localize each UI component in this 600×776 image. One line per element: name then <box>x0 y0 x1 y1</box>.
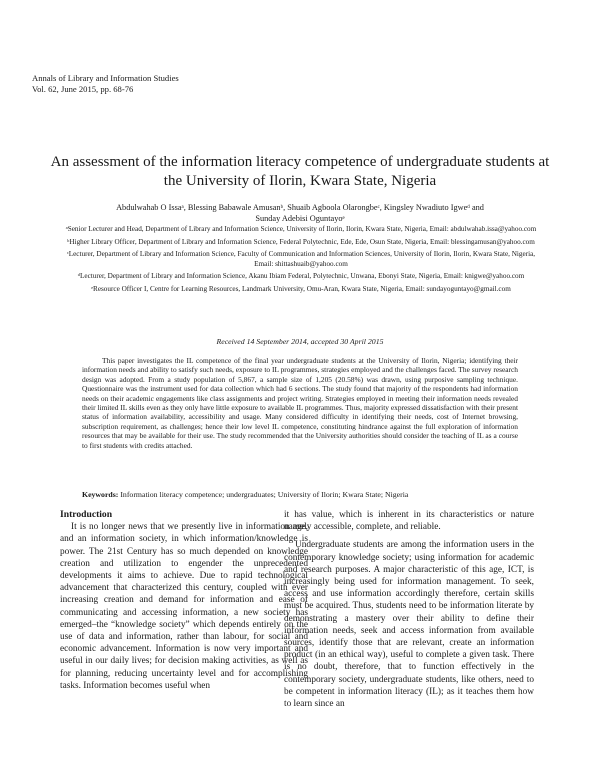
affiliation-c: ᶜLecturer, Department of Library and Information Science, Faculty of Communication and Information Sciences, University of Ilorin, Ilorin, Kwara State, Nigeria, Email: shittashuaib@yahoo.com <box>66 250 536 268</box>
abstract: This paper investigates the IL competence of the final year undergraduate students at the University of Ilorin, Nigeria; identifying their information needs and ability to satisfy such needs, exposure to IL programmes, strategies employed and the challenges faced. The survey research design was adopted. From a study population of 5,867, a sample size of 1,205 (20.58%) was drawn, using purposive sampling technique. Questionnaire was the instrument used for data collection which had 6 sections. The study found that majority of the respondents had information needs on their academic engagements like class assignments and project writing. Strategies employed in meeting their information needs revealed their limited IL skills even as they only have little exposure to available IL programmes. Thus, majority expressed dissatisfaction with their present status of information availability, accessibility and usage. Many considered difficulty in identifying their needs, cost of Internet browsing, subscription requirement, as challenges; hence their low level IL competence, constituting hindrance against the full exploration of information resources that may be available for their use. The study recommended that the University authorities should consider the teaching of IL as a course to first students with credits attached. <box>82 356 518 450</box>
intro-paragraph-1: It is no longer news that we presently live in information age, and an information society, in which information/knowledge is power. The 21st Century has so much depended on knowledge creation and utilization to engender the unprecedented developments it aims to achieve. Due to rapid technological advancement that characterized this century, coupled with ever increasing creation and demand for information and ease of communicating and accessing information, a new society has emerged–the “knowledge society” which depends entirely on the use of data and information, rather than labour, for social and economic advancement. Information is now very important and useful in our daily lives; for decision making activities, as well as for planning, reducing uncertainty level and for accomplishing tasks. Information becomes useful when <box>60 522 308 691</box>
received-dates: Received 14 September 2014, accepted 30 April 2015 <box>216 337 384 346</box>
keywords-label: Keywords: <box>82 490 119 499</box>
section-heading-introduction: Introduction <box>60 509 113 520</box>
paper-title: An assessment of the information literacy competence of undergraduate students at the University of Ilorin, Kwara State, Nigeria <box>50 154 550 189</box>
affiliation-a: ᵃSenior Lecturer and Head, Department of Library and Information Science, University of Ilorin, Ilorin, Kwara State, Nigeria, Email: abdulwahab.issa@yahoo.com <box>65 225 537 233</box>
affiliation-e: ᵉResource Officer I, Centre for Learning Resources, Landmark University, Omu-Aran, Kwara State, Nigeria, Email: sundayoguntayo@gmail.com <box>91 284 511 293</box>
keywords-text: Information literacy competence; undergraduates; University of Ilorin; Kwara State; Nigeria <box>118 490 409 499</box>
journal-header <box>32 73 179 94</box>
author-line-2: Sunday Adebisi Oguntayoᵉ <box>255 213 345 223</box>
author-list <box>55 203 545 224</box>
affiliation-b: ᵇHigher Library Officer, Department of Library and Information Science, Federal Polytechnic, Ede, Ede, Osun State, Nigeria, Email: blessingamusan@yahoo.com <box>67 237 535 246</box>
affiliation-d: ᵈLecturer, Department of Library and Information Science, Akanu Ibiam Federal, Polytechnic, Unwana, Ebonyi State, Nigeria, Email: knigwe@yahoo.com <box>77 272 525 281</box>
author-line-1: Abdulwahab O Issaᵃ, Blessing Babawale Amusanᵇ, Shuaib Agboola Olarongbeᶜ, Kingsley Nwadiuto Igweᵈ and <box>116 203 484 212</box>
journal-name: Annals of Library and Information Studies <box>32 73 179 83</box>
intro-paragraph-2: Undergraduate students are among the information users in the contemporary knowledge society; using information for academic and research purposes. A major characteristic of this age, ICT, is increasingly being used for information management. To seek, access and use information accordingly therefore, certain skills must be acquired. Thus, students need to be information literate by demonstrating a mastery over their ability to define their information needs, seek and access information from available sources, identify those that are relevant, create an information product (in an ethical way), useful to complete a given task. There is no doubt, therefore, that to function effectively in the contemporary society, undergraduate students, like others, need to be competent in information literacy (IL); as it teaches them how to learn since an <box>284 540 534 710</box>
affiliations <box>58 225 544 298</box>
body-column-right <box>284 509 534 710</box>
body-column-left <box>60 509 308 692</box>
keywords <box>82 490 518 499</box>
journal-volume: Vol. 62, June 2015, pp. 68-76 <box>32 83 134 94</box>
intro-paragraph-1-continued: it has value, which is inherent in its characteristics or nature namely accessible, complete, and reliable. <box>284 510 534 533</box>
